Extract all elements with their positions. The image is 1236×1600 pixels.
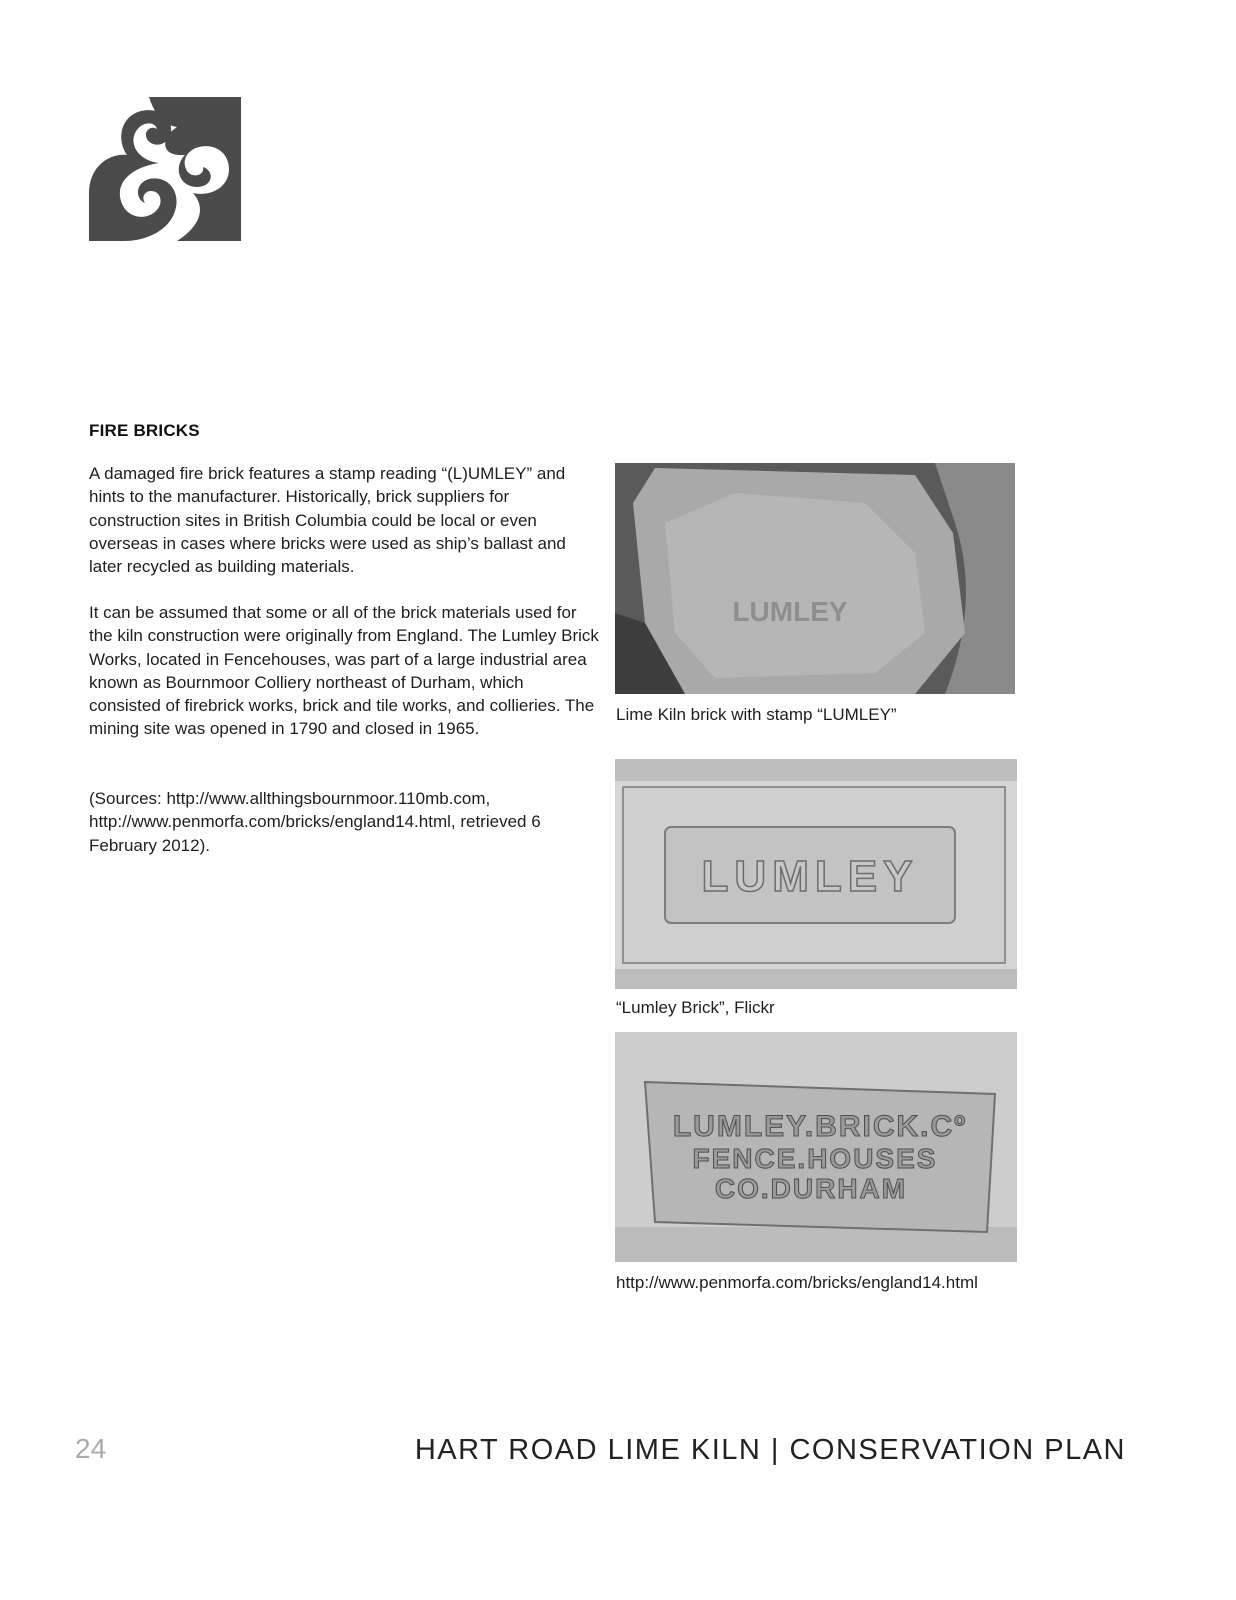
body-paragraph: A damaged fire brick features a stamp reading “(L)UMLEY” and hints to the manufacturer. Historically, brick suppliers for construction sites in British Columbia could be local or even overseas in cases where bricks were used as ship’s ballast and later recycled as building materials. — [89, 464, 566, 577]
page-number: 24 — [75, 1433, 107, 1464]
figure-caption: Lime Kiln brick with stamp “LUMLEY” — [616, 705, 897, 724]
section-heading: FIRE BRICKS — [89, 421, 200, 440]
brick-stamp-text: LUMLEY — [701, 852, 919, 901]
brick-stamp-line: CO.DURHAM — [714, 1173, 908, 1204]
body-paragraph: It can be assumed that some or all of the brick materials used for the kiln construction were originally from England. The Lumley Brick Works, located in Fencehouses, was part of a large industrial area known as Bournmoor Colliery northeast of Durham, which consisted of firebrick works, brick and tile works, and collieries. The mining site was opened in 1790 and closed in 1965. — [89, 603, 599, 739]
brick-stamp-line: LUMLEY.BRICK.Cº — [672, 1110, 968, 1143]
figure-caption: http://www.penmorfa.com/bricks/england14.html — [616, 1273, 978, 1292]
brick-stamp-text: LUMLEY — [732, 596, 848, 627]
ampersand-logo-icon — [89, 97, 241, 241]
brick-stamp-line: FENCE.HOUSES — [692, 1143, 938, 1174]
document-title: HART ROAD LIME KILN | CONSERVATION PLAN — [414, 1434, 1126, 1466]
figure-caption: “Lumley Brick”, Flickr — [616, 998, 775, 1017]
lumley-brick-photo — [615, 759, 1017, 989]
lumley-brick-co-photo — [615, 1032, 1017, 1262]
damaged-brick-photo — [615, 463, 1015, 694]
sources-paragraph: (Sources: http://www.allthingsbournmoor.110mb.com, http://www.penmorfa.com/bricks/england14.html, retrieved 6 February 2012). — [89, 789, 541, 855]
